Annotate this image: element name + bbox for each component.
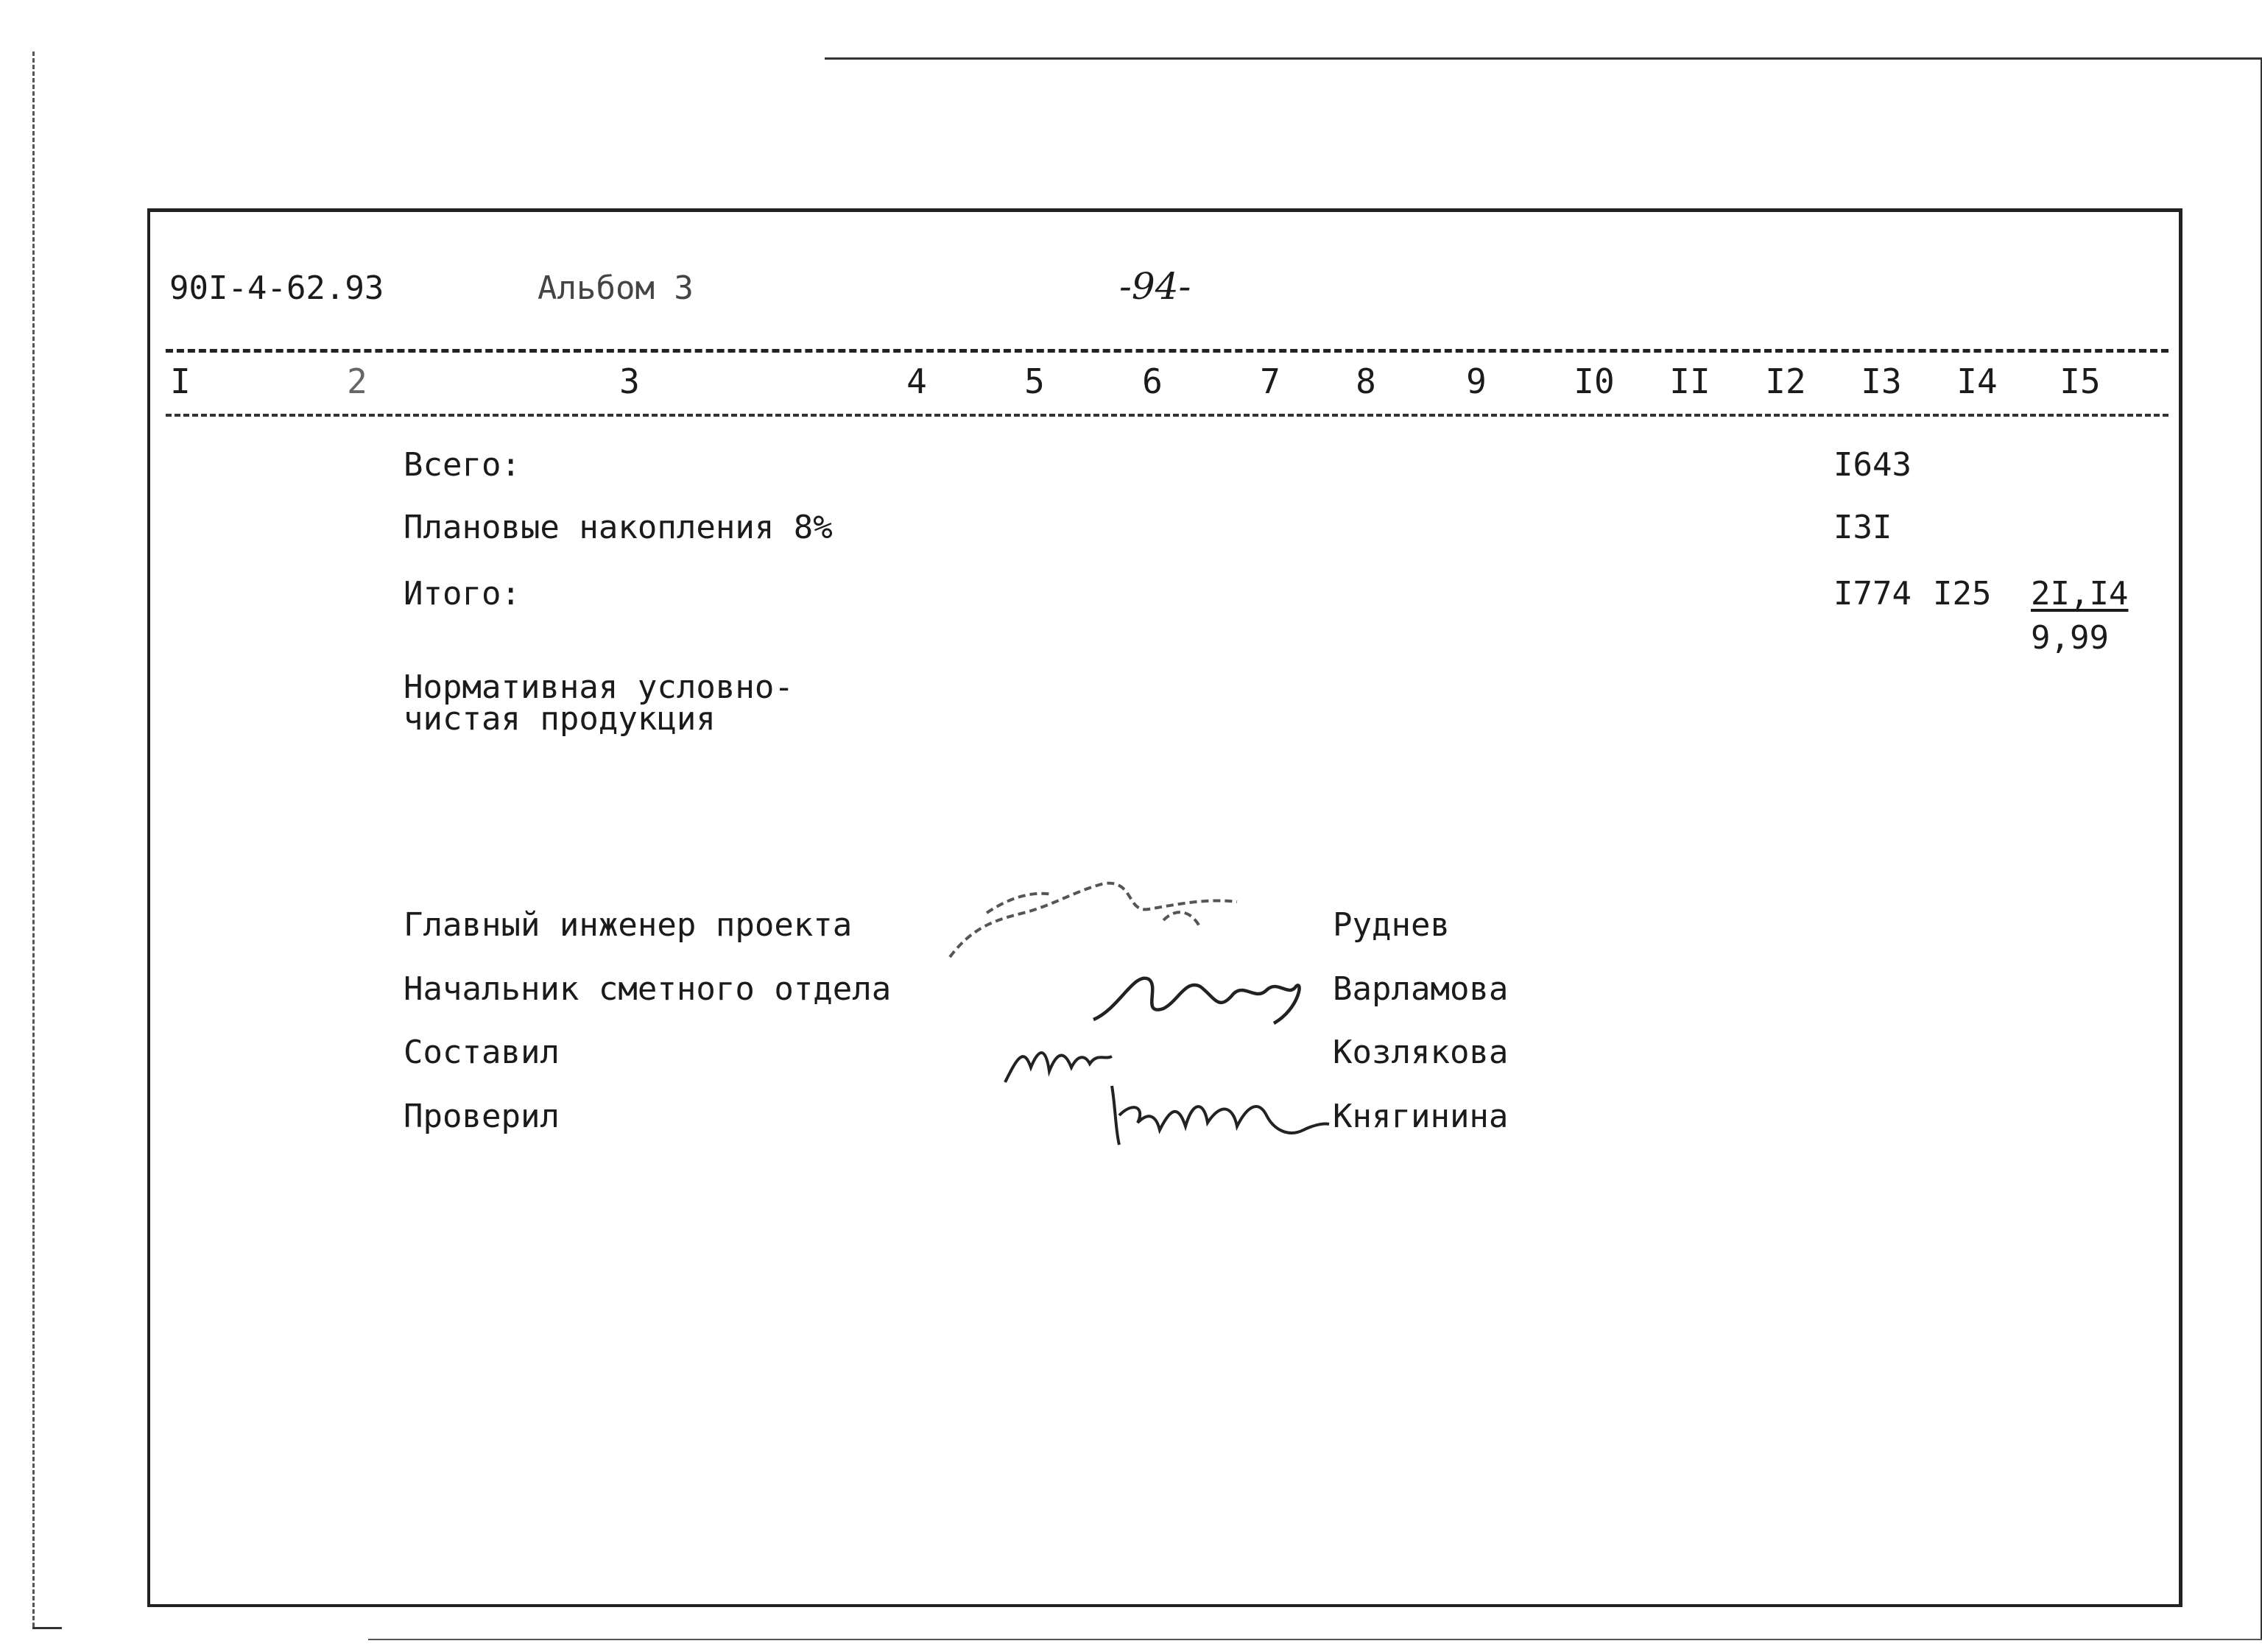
col-header-12: I2 (1765, 361, 1806, 401)
col-header-9: 9 (1466, 361, 1487, 401)
header-rule-bottom (166, 414, 2168, 417)
row-subtotal-col15: 2I,I4 (2031, 575, 2129, 613)
header-rule-top (166, 349, 2168, 353)
col-header-14: I4 (1956, 361, 1998, 401)
signature-role-compiler: Составил (404, 1034, 560, 1071)
signature-role-checker: Проверил (404, 1098, 560, 1135)
signature-role-estimate-head: Начальник сметного отдела (404, 970, 892, 1008)
handwritten-signature-compiler (1001, 1031, 1119, 1090)
outer-bottom-border (368, 1639, 2262, 1640)
col-header-11: II (1669, 361, 1710, 401)
col-header-8: 8 (1356, 361, 1376, 401)
row-subtotal-col14: I25 (1933, 575, 1992, 613)
row-total-col13: I643 (1833, 446, 1912, 484)
handwritten-signature-chief (942, 869, 1296, 972)
page-number: -94- (1119, 265, 1191, 308)
outer-left-foot (32, 1627, 62, 1629)
col-header-13: I3 (1861, 361, 1902, 401)
col-header-15: I5 (2060, 361, 2101, 401)
col-header-6: 6 (1142, 361, 1163, 401)
signature-role-chief-engineer: Главный инженер проекта (404, 906, 853, 944)
row-label-planned-savings: Плановые накопления 8% (404, 509, 833, 546)
doc-code: 90I-4-62.93 (169, 269, 384, 307)
row-label-normative-line2: чистая продукция (404, 700, 716, 738)
signature-name-compiler: Козлякова (1333, 1034, 1509, 1071)
signature-name-checker: Княгинина (1333, 1098, 1509, 1135)
row-label-subtotal: Итого: (404, 575, 521, 613)
signature-name-estimate-head: Варламова (1333, 970, 1509, 1008)
col-header-5: 5 (1024, 361, 1045, 401)
row-label-normative-line1: Нормативная условно- (404, 668, 794, 706)
row-subtotal-col15-second: 9,99 (2031, 619, 2109, 657)
col-header-10: I0 (1574, 361, 1615, 401)
col-header-3: 3 (619, 361, 640, 401)
col-header-7: 7 (1260, 361, 1280, 401)
row-planned-col13: I3I (1833, 509, 1892, 546)
album-label: Альбом 3 (538, 269, 694, 307)
outer-top-border (825, 57, 2262, 60)
row-subtotal-col13: I774 (1833, 575, 1912, 613)
row-label-total: Всего: (404, 446, 521, 484)
signature-name-chief-engineer: Руднев (1333, 906, 1450, 944)
handwritten-signature-checker (1104, 1071, 1333, 1152)
handwritten-signature-estimate-head (1090, 957, 1311, 1031)
col-header-2: 2 (347, 361, 367, 401)
outer-left-border (32, 52, 36, 1627)
col-header-4: 4 (906, 361, 927, 401)
col-header-1: I (170, 361, 191, 401)
